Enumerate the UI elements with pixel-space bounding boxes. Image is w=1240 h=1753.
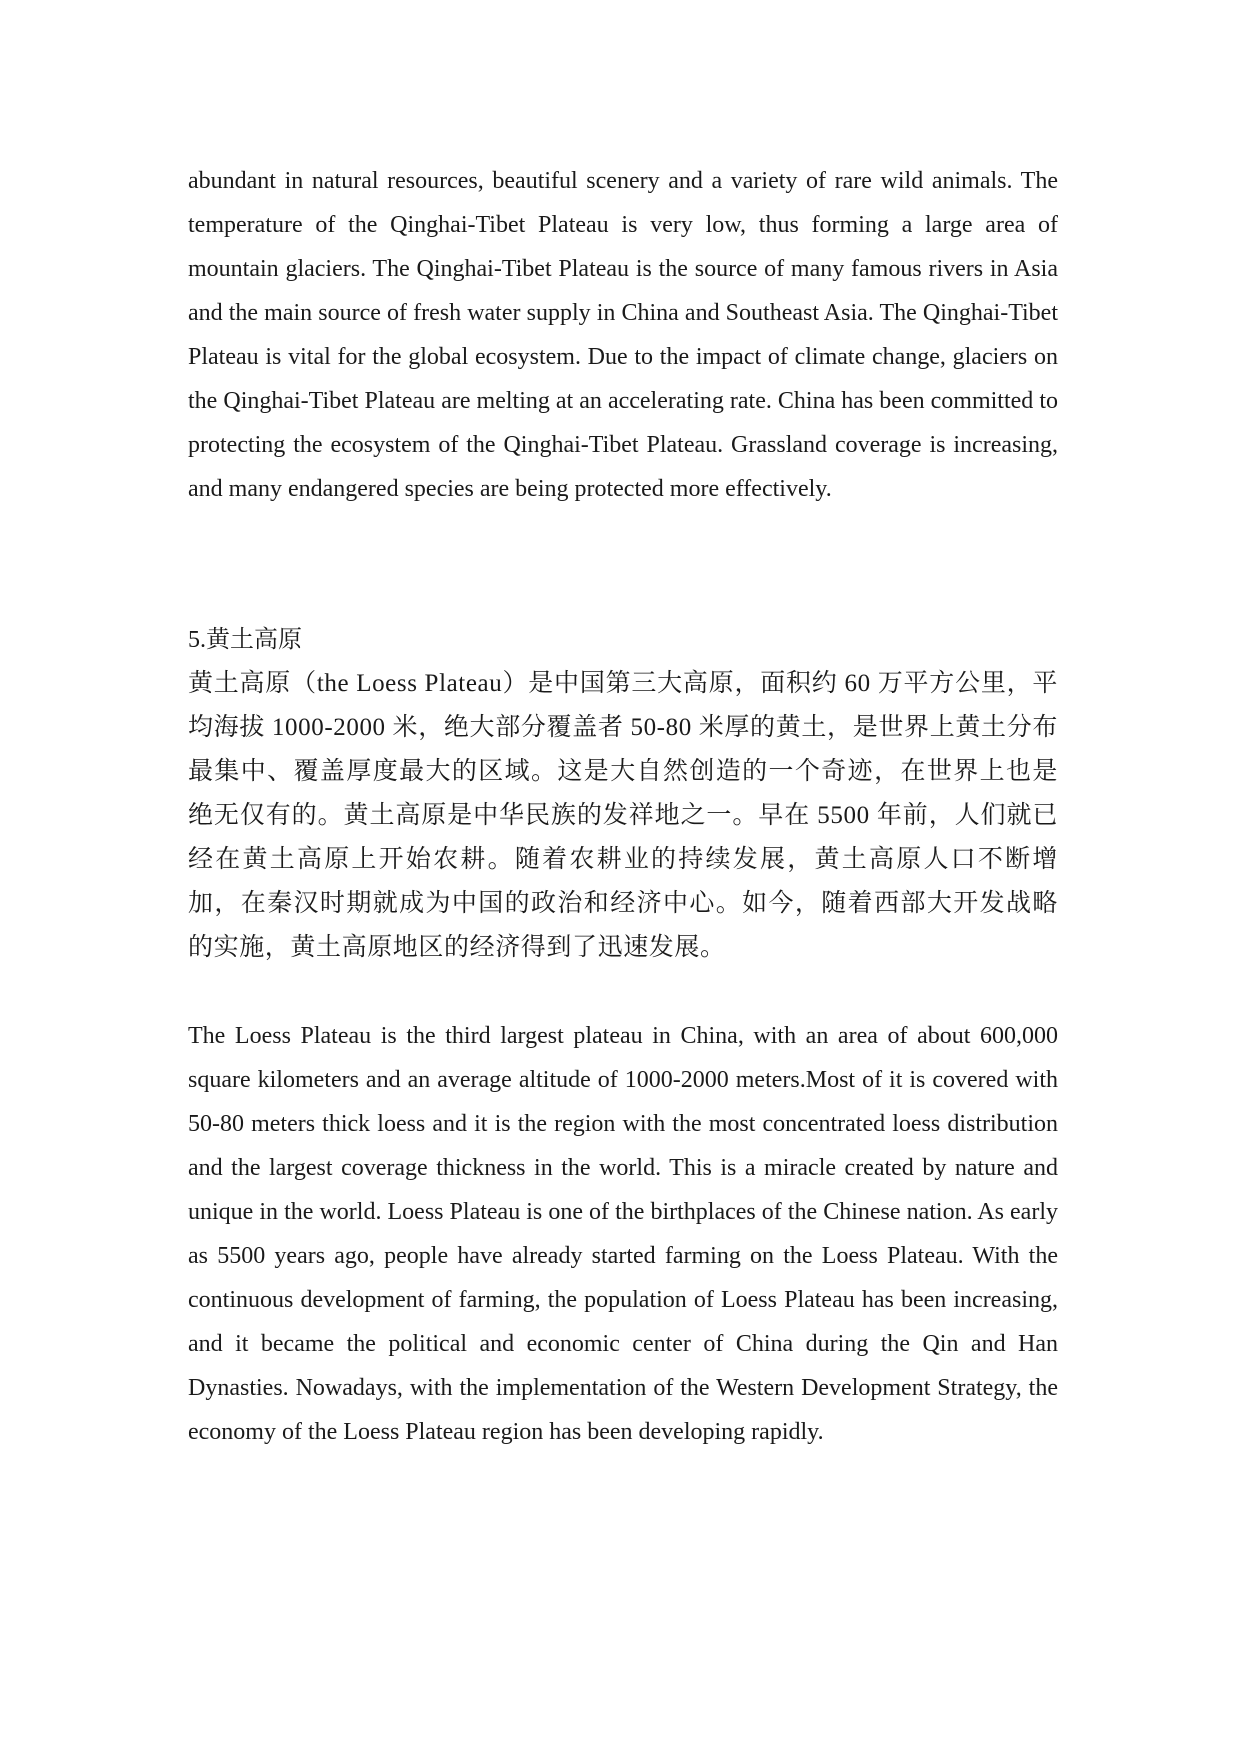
loess-plateau-english-block [188,1014,1058,1454]
paragraph-loess-plateau-zh: 黄土高原（the Loess Plateau）是中国第三大高原，面积约 60 万平方公里，平均海拔 1000-2000 米，绝大部分覆盖者 50-80 米厚的黄土，是世界上黄土分布最集中、覆盖厚度最大的区域。这是大自然创造的一个奇迹，在世界上也是绝无仅有的。黄土高原是中华民族的发祥地之一。早在 5500 年前，人们就已经在黄土高原上开始农耕。随着农耕业的持续发展，黄土高原人口不断增加，在秦汉时期就成为中国的政治和经济中心。如今，随着西部大开发战略的实施，黄土高原地区的经济得到了迅速发展。 [188,670,1058,961]
loess-plateau-section [188,618,1058,970]
section-heading: 5.黄土高原 [188,627,302,653]
qinghai-tibet-paragraph-block [188,159,1058,511]
paragraph-loess-plateau-en: The Loess Plateau is the third largest plateau in China, with an area of about 600,000 square kilometers and an average altitude of 1000-2000 meters.Most of it is covered with 50-80 meters thick loess and it is the region with the most concentrated loess distribution and the largest coverage thickness in the world. This is a miracle created by nature and unique in the world. Loess Plateau is one of the birthplaces of the Chinese nation. As early as 5500 years ago, people have already started farming on the Loess Plateau. With the continuous development of farming, the population of Loess Plateau has been increasing, and it became the political and economic center of China during the Qin and Han Dynasties. Nowadays, with the implementation of the Western Development Strategy, the economy of the Loess Plateau region has been developing rapidly. [188,1023,1058,1445]
paragraph-qinghai-tibet-en: abundant in natural resources, beautiful scenery and a variety of rare wild animals. The temperature of the Qinghai-Tibet Plateau is very low, thus forming a large area of mountain glaciers. The Qinghai-Tibet Plateau is the source of many famous rivers in Asia and the main source of fresh water supply in China and Southeast Asia. The Qinghai-Tibet Plateau is vital for the global ecosystem. Due to the impact of climate change, glaciers on the Qinghai-Tibet Plateau are melting at an accelerating rate. China has been committed to protecting the ecosystem of the Qinghai-Tibet Plateau. Grassland coverage is increasing, and many endangered species are being protected more effectively. [188,168,1058,502]
